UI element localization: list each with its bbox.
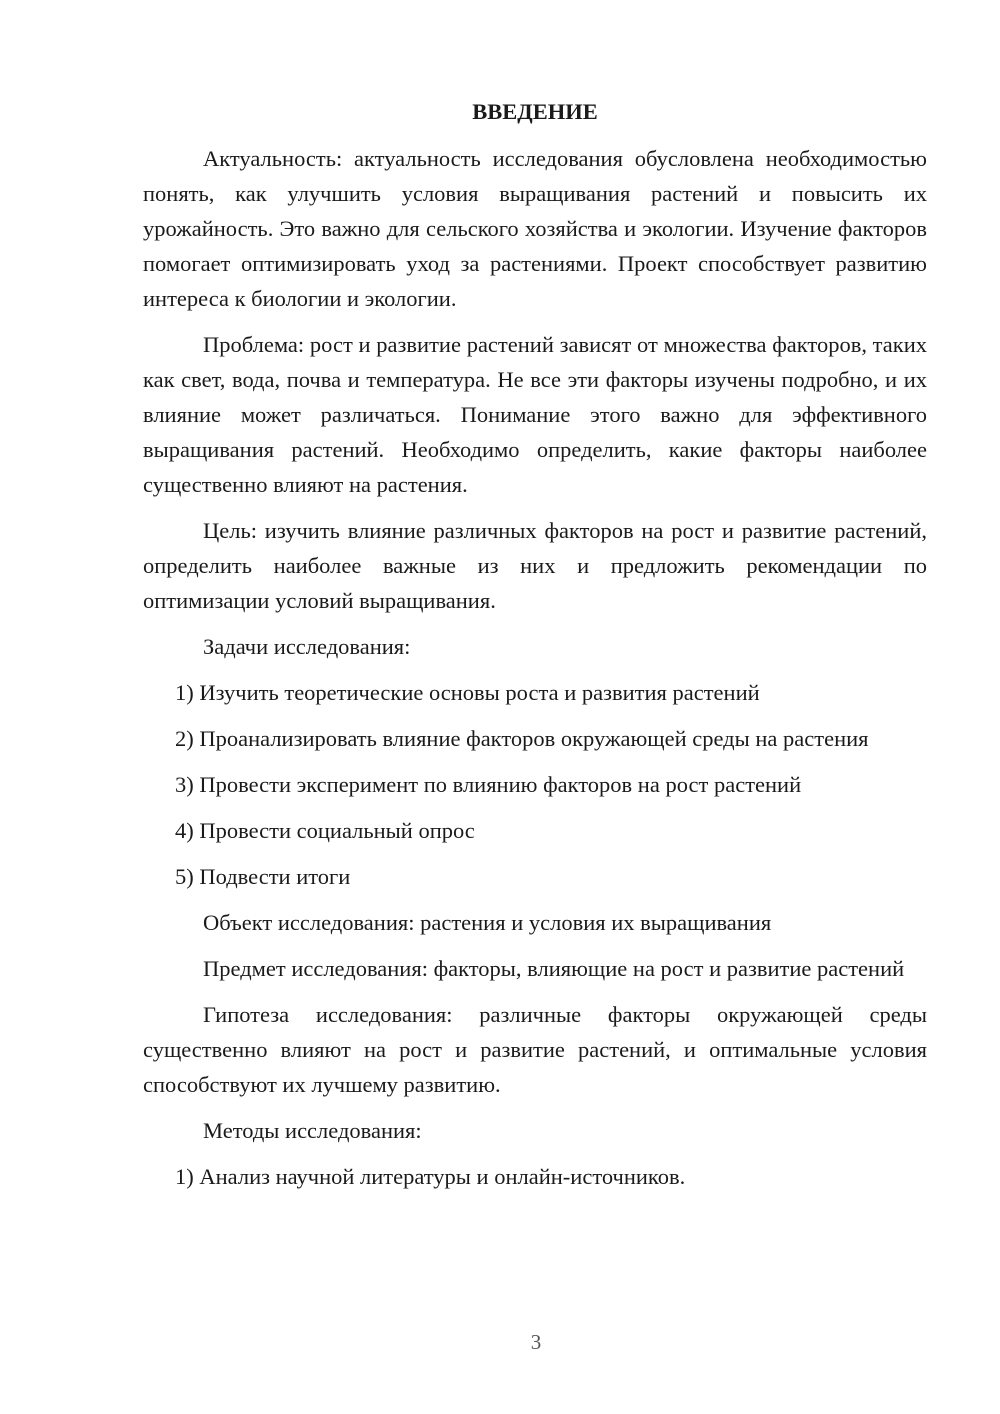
object-paragraph: Объект исследования: растения и условия их выращивания <box>203 910 772 935</box>
relevance-paragraph: Актуальность: актуальность исследования обусловлена необходимостью понять, как улучшить условия выращивания растений и повысить их урожайность. Это важно для сельского хозяйства и экологии. Изучение факторов помогает оптимизировать уход за растениями. Проект способствует развитию интереса к биологии и экологии. <box>143 146 927 311</box>
method-item: 1) Анализ научной литературы и онлайн-источников. <box>175 1164 686 1189</box>
document-body <box>143 94 927 1205</box>
task-item: 2) Проанализировать влияние факторов окружающей среды на растения <box>175 726 869 751</box>
methods-title: Методы исследования: <box>203 1118 422 1143</box>
subject-paragraph: Предмет исследования: факторы, влияющие на рост и развитие растений <box>203 956 905 981</box>
problem-paragraph: Проблема: рост и развитие растений зависят от множества факторов, таких как свет, вода, почва и температура. Не все эти факторы изучены подробно, и их влияние может различаться. Понимание этого важно для эффективного выращивания растений. Необходимо определить, какие факторы наиболее существенно влияют на растения. <box>143 332 927 497</box>
task-item: 4) Провести социальный опрос <box>175 818 475 843</box>
task-item: 3) Провести эксперимент по влиянию факторов на рост растений <box>175 772 802 797</box>
task-item: 1) Изучить теоретические основы роста и развития растений <box>175 680 760 705</box>
page-number: 3 <box>530 1330 542 1354</box>
hypothesis-paragraph: Гипотеза исследования: различные факторы окружающей среды существенно влияют на рост и развитие растений, и оптимальные условия способствуют их лучшему развитию. <box>143 1002 927 1097</box>
section-heading: ВВЕДЕНИЕ <box>472 99 598 124</box>
task-item: 5) Подвести итоги <box>175 864 351 889</box>
goal-paragraph: Цель: изучить влияние различных факторов на рост и развитие растений, определить наиболее важные из них и предложить рекомендации по оптимизации условий выращивания. <box>143 518 927 613</box>
tasks-title: Задачи исследования: <box>203 634 411 659</box>
